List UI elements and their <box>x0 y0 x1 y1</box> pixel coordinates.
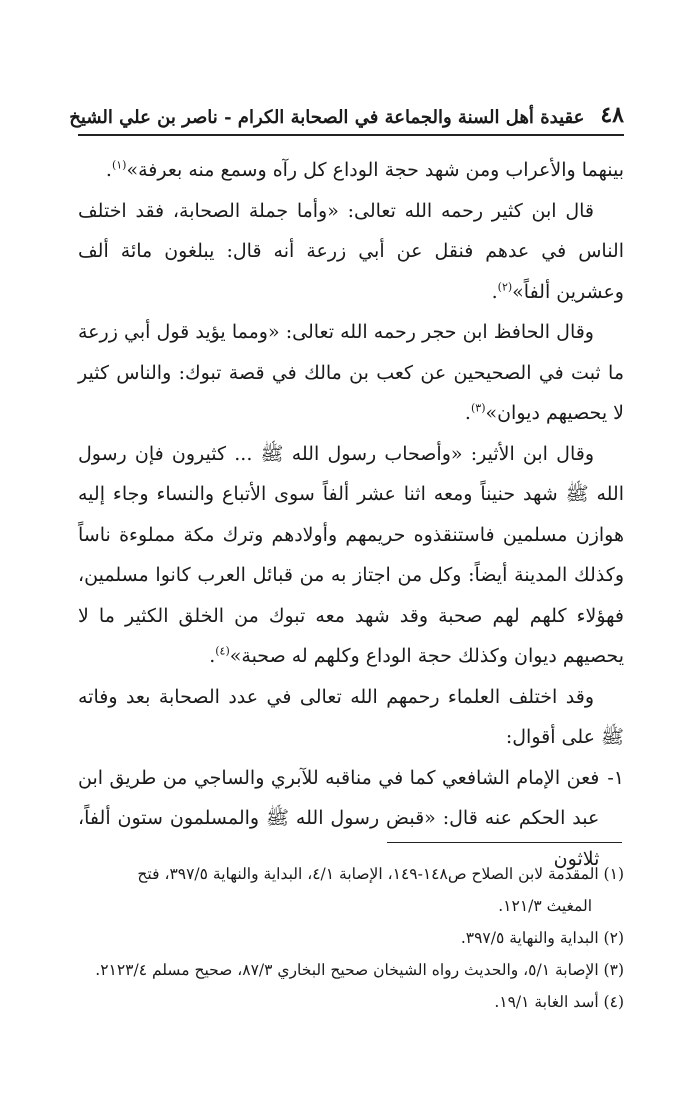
footnote: (٣) الإصابة ٥/١، والحديث رواه الشيخان صحيح البخاري ٨٧/٣، صحيح مسلم ٢١٢٣/٤. <box>95 961 624 979</box>
main-text <box>78 150 624 879</box>
paragraph: قال ابن كثير رحمه الله تعالى: «وأما جملة الصحابة، فقد اختلف الناس في عدهم فنقل عن أبي زرعة أنه قال: يبلغون مائة ألف وعشرين ألفاً»$^{(٢)}$. <box>78 199 624 303</box>
paragraph: وقال الحافظ ابن حجر رحمه الله تعالى: «ومما يؤيد قول أبي زرعة ما ثبت في الصحيحين عن كعب بن مالك في قصة تبوك: والناس كثير لا يحصيهم ديوان»$^{(٣)}$. <box>78 321 624 424</box>
list-number: ١- <box>607 766 624 789</box>
page-header <box>69 92 624 136</box>
footnote: (٤) أسد الغابة ١٩/١. <box>494 993 624 1011</box>
footnote: (١) المقدمة لابن الصلاح ص١٤٨-١٤٩، الإصابة ٤/١، البداية والنهاية ٣٩٧/٥، فتح <box>137 865 624 883</box>
running-title: عقيدة أهل السنة والجماعة في الصحابة الكرام - ناصر بن علي الشيخ <box>69 107 585 128</box>
footnotes <box>78 858 624 1018</box>
footnote-ref: (٢) <box>497 280 513 294</box>
paragraph: بينهما والأعراب ومن شهد حجة الوداع كل رآه وسمع منه بعرفة»$^{(١)}$. <box>105 158 624 181</box>
footnote: (٢) البداية والنهاية ٣٩٧/٥. <box>460 929 624 947</box>
paragraph: وقال ابن الأثير: «وأصحاب رسول الله ﷺ ... كثيرون فإن رسول الله ﷺ شهد حنيناً ومعه اثنا عشر ألفاً سوى الأتباع والنساء وجاء إليه هوازن مسلمين فاستنقذوه حريمهم وأولادهم وترك مكة مملوءة ناساً وكذلك المدينة أيضاً: وكل من اجتاز به من قبائل العرب كانوا مسلمين، فهؤلاء كلهم لهم صحبة وقد شهد معه تبوك من الخلق الكثير ما لا يحصيهم ديوان وكذلك حجة الوداع وكلهم له صحبة»$^{(٤)}$. <box>78 442 624 667</box>
paragraph: وقد اختلف العلماء رحمهم الله تعالى في عدد الصحابة بعد وفاته ﷺ على أقوال: <box>78 685 624 748</box>
footnote-ref: (١) <box>111 158 127 172</box>
footnote-continuation: المغيث ١٢١/٣. <box>498 897 592 915</box>
footnote-ref: (٤) <box>215 644 230 658</box>
footnote-ref: (٣) <box>470 401 486 415</box>
footnote-divider <box>387 842 622 843</box>
page-number: ٤٨ <box>600 102 624 128</box>
list-text: فعن الإمام الشافعي كما في مناقبه للآبري والساجي من طريق ابن عبد الحكم عنه قال: «قبض رسول الله ﷺ والمسلمون ستون ألفاً، ثلاثون <box>78 766 600 870</box>
